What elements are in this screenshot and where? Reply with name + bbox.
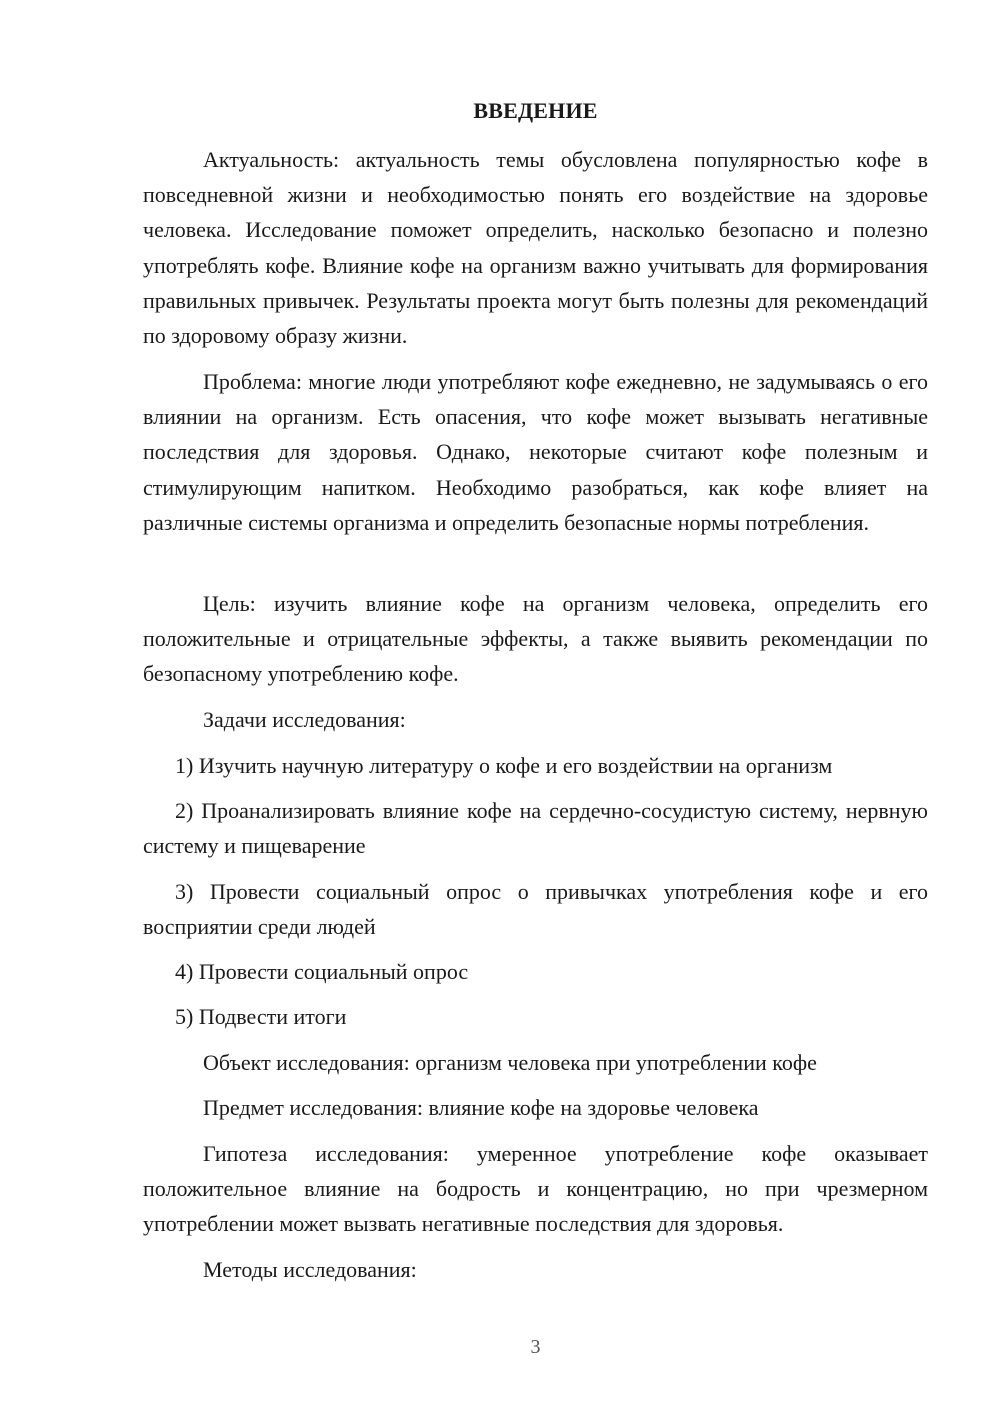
task-item: 4) Провести социальный опрос xyxy=(175,959,469,984)
page-number: 3 xyxy=(530,1336,541,1358)
document-page xyxy=(143,0,928,1414)
relevance-paragraph: Актуальность: актуальность темы обусловлена популярностью кофе в повседневной жизни и необходимостью понять его воздействие на здоровье человека. Исследование поможет определить, насколько безопасно и полезно употреблять кофе. Влияние кофе на организм важно учитывать для формирования правильных привычек. Результаты проекта могут быть полезны для рекомендаций по здоровому образу жизни. xyxy=(143,147,928,349)
section-heading: ВВЕДЕНИЕ xyxy=(473,98,598,123)
subject-paragraph: Предмет исследования: влияние кофе на здоровье человека xyxy=(203,1095,759,1120)
hypothesis-paragraph: Гипотеза исследования: умеренное употребление кофе оказывает положительное влияние на бодрость и концентрацию, но при чрезмерном употреблении может вызвать негативные последствия для здоровья. xyxy=(143,1141,928,1237)
task-item: 3) Провести социальный опрос о привычках употребления кофе и его восприятии среди людей xyxy=(143,879,928,940)
problem-paragraph: Проблема: многие люди употребляют кофе ежедневно, не задумываясь о его влиянии на организм. Есть опасения, что кофе может вызывать негативные последствия для здоровья. Однако, некоторые считают кофе полезным и стимулирующим напитком. Необходимо разобраться, как кофе влияет на различные системы организма и определить безопасные нормы потребления. xyxy=(143,369,928,535)
methods-title: Методы исследования: xyxy=(203,1257,417,1282)
goal-paragraph: Цель: изучить влияние кофе на организм человека, определить его положительные и отрицательные эффекты, а также выявить рекомендации по безопасному употреблению кофе. xyxy=(143,591,928,687)
tasks-title: Задачи исследования: xyxy=(203,707,406,732)
object-paragraph: Объект исследования: организм человека при употреблении кофе xyxy=(203,1050,817,1075)
task-item: 5) Подвести итоги xyxy=(175,1004,347,1029)
task-item: 2) Проанализировать влияние кофе на сердечно-сосудистую систему, нервную систему и пищеварение xyxy=(143,798,928,859)
task-item: 1) Изучить научную литературу о кофе и его воздействии на организм xyxy=(175,753,833,778)
